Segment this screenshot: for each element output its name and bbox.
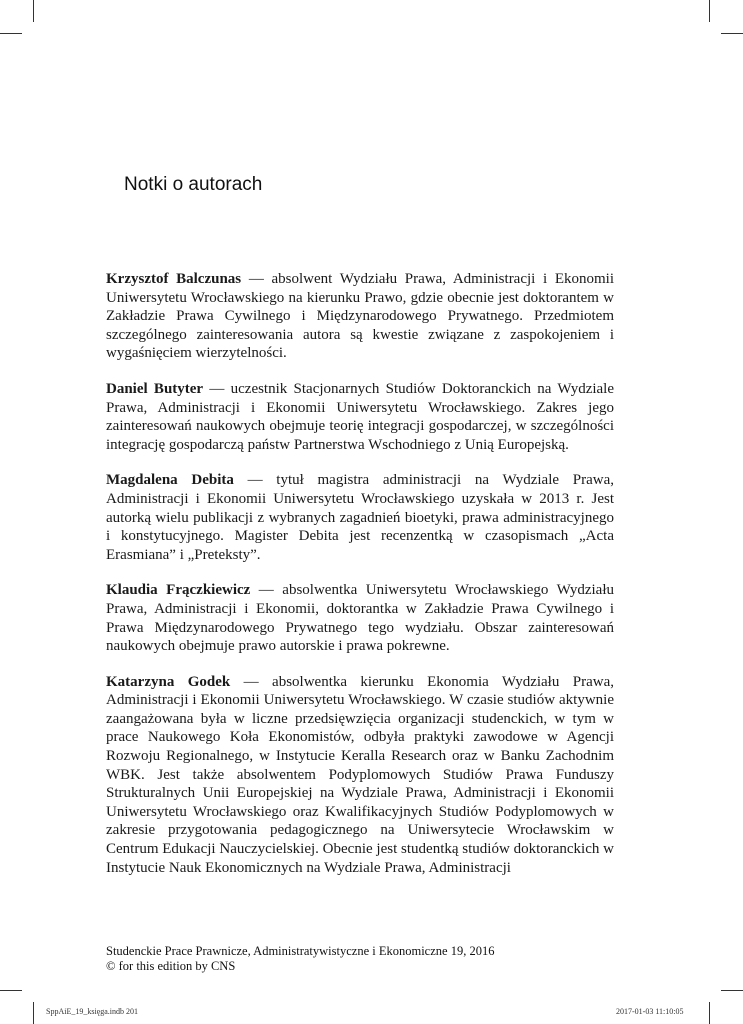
page-footer xyxy=(106,944,494,974)
author-bio: — absolwent Wydziału Prawa, Administracji i Ekonomii Uniwersytetu Wrocławskiego na kierunku Prawo, gdzie obecnie jest doktorantem w Zakładzie Prawa Cywilnego i Międzynarodowego Prywatnego. Przedmiotem szczególnego zainteresowania autora są kwestie związane z zaspokojeniem i wygaśnięciem wierzytelności. xyxy=(106,271,615,362)
author-note xyxy=(106,270,614,363)
author-bio: — tytuł magistra administracji na Wydziale Prawa, Administracji i Ekonomii Uniwersytetu Wrocławskiego uzyskała w 2013 r. Jest autorką wielu publikacji z wybranych zagadnień bioetyki, prawa administracyjnego i konstytucyjnego. Magister Debita jest recenzentką w czasopismach „Acta Erasmiana” i „Preteksty”. xyxy=(106,472,614,563)
crop-mark-top-right-horizontal xyxy=(721,33,743,34)
author-name: Daniel Butyter xyxy=(106,380,204,397)
print-slug-date: 2017-01-03 11:10:05 xyxy=(616,1007,684,1016)
author-bio: — absolwentka Uniwersytetu Wrocławskiego Wydziału Prawa, Administracji i Ekonomii, doktorantka w Zakładzie Prawa Cywilnego i Prawa Międzynarodowego Prywatnego tego wydziału. Obszar zainteresowań naukowych obejmuje prawo autorskie i prawa pokrewne. xyxy=(106,582,614,655)
author-name: Katarzyna Godek xyxy=(106,673,231,690)
crop-mark-top-left-horizontal xyxy=(0,33,22,34)
crop-mark-bottom-left-vertical xyxy=(33,1002,34,1024)
crop-mark-top-left-vertical xyxy=(33,0,34,22)
crop-mark-bottom-left-horizontal xyxy=(0,990,22,991)
author-bio: — absolwentka kierunku Ekonomia Wydziału Prawa, Administracji i Ekonomii Uniwersytetu Wrocławskiego. W czasie studiów aktywnie zaangażowana była w liczne przedsięwzięcia organizacji studenckich, w tym w prace Naukowego Koła Ekonomistów, odbyła praktyki zawodowe w Agencji Rozwoju Regionalnego, w Instytucie Keralla Research oraz w Banku Zachodnim WBK. Jest także absolwentem Podyplomowych Studiów Prawa Funduszy Strukturalnych Unii Europejskiej na Wydziale Prawa, Administracji i Ekonomii Uniwersytetu Wrocławskiego oraz Kwalifikacyjnych Studiów Podyplomowych w zakresie przygotowania pedagogicznego na Uniwersytecie Wrocławskim w Centrum Edukacji Nauczycielskiej. Obecnie jest studentką studiów doktoranckich w Instytucie Nauk Ekonomicznych na Wydziale Prawa, Administracji xyxy=(106,673,614,876)
author-note xyxy=(106,380,614,454)
crop-mark-top-right-vertical xyxy=(709,0,710,22)
copyright-notice: © for this edition by CNS xyxy=(106,959,236,973)
author-notes xyxy=(106,270,614,894)
author-bio: — uczestnik Stacjonarnych Studiów Doktoranckich na Wydziale Prawa, Administracji i Ekonomii Uniwersytetu Wrocławskiego. Zakres jego zainteresowań naukowych obejmuje teorię integracji gospodarczej, w szczególności integrację gospodarczą państw Partnerstwa Wschodniego z Unią Europejską. xyxy=(106,380,614,453)
author-note xyxy=(106,581,614,655)
author-name: Klaudia Frączkiewicz xyxy=(106,582,251,599)
page-title: Notki o autorach xyxy=(124,174,263,195)
crop-mark-bottom-right-vertical xyxy=(709,1002,710,1024)
print-slug-file: SppAiE_19_księga.indb 201 xyxy=(46,1007,138,1016)
journal-citation: Studenckie Prace Prawnicze, Administratywistyczne i Ekonomiczne 19, 2016 xyxy=(106,944,495,958)
author-note xyxy=(106,673,614,878)
author-note xyxy=(106,471,614,564)
author-name: Krzysztof Balczunas xyxy=(106,271,242,287)
crop-mark-bottom-right-horizontal xyxy=(721,990,743,991)
author-name: Magdalena Debita xyxy=(106,472,234,489)
